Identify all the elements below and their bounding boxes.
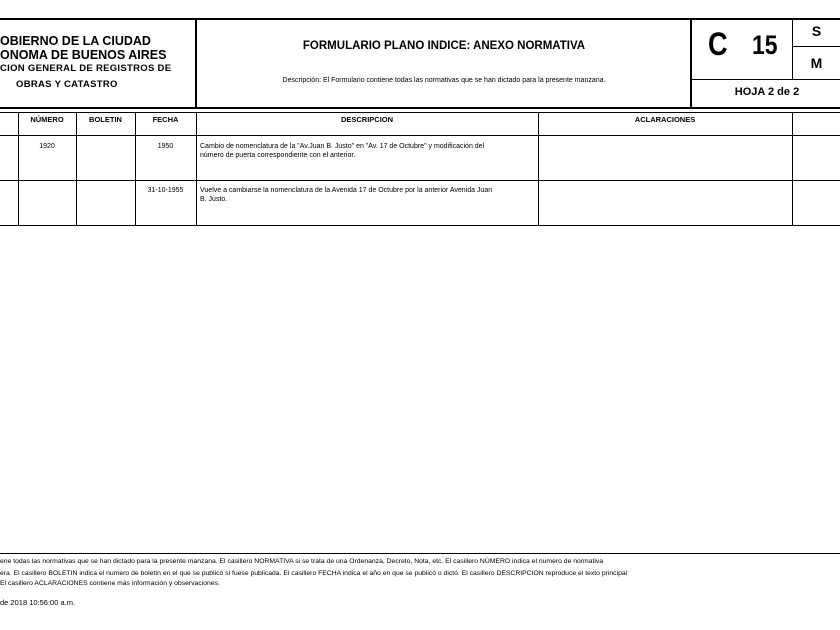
- header-divider-right: [690, 18, 692, 109]
- table-top-border: [0, 112, 840, 113]
- footer-note-line-2: era. El casillero BOLETIN indica el numero de boletín en el que se publicó si fuese publicada. El casillero FECHA indica el año en que se publicó o dictó. El casillero DESCRIPCION reproduce el texto principal: [0, 570, 628, 577]
- code-m: M: [810, 55, 823, 71]
- col-header-boletin: BOLETIN: [89, 115, 122, 124]
- footer-timestamp: de 2018 10:56:00 a.m.: [0, 598, 76, 607]
- cell-descripcion-line: Cambio de nomenclatura de la "Av.Juan B. Justo" en "Av. 17 de Octubre" y modificación del: [200, 143, 485, 150]
- col-line-3: [135, 112, 136, 226]
- code-sm-separator: [792, 46, 840, 47]
- cell-descripcion: [200, 186, 536, 204]
- code-letter: C: [708, 26, 728, 62]
- footer-note-line-3: El casillero ACLARACIONES contiene más información y observaciones.: [0, 580, 220, 587]
- footer-note-line-1: ene todas las normativas que se han dictado para la presente manzana. El casillero NORMATIVA si se trata de una Ordenanza, Decreto, Nota, etc. El casillero NÚMERO indica el numero de normativa: [0, 558, 604, 565]
- sheet-indicator: HOJA 2 de 2: [734, 86, 800, 98]
- col-line-1: [18, 112, 19, 226]
- col-header-numero: NÚMERO: [30, 115, 64, 124]
- code-number: 15: [752, 30, 778, 60]
- col-line-2: [76, 112, 77, 226]
- header-bottom-border: [0, 107, 840, 109]
- cell-fecha: 1950: [157, 143, 174, 150]
- org-line-2: ONOMA DE BUENOS AIRES: [0, 48, 167, 62]
- table-header-border: [0, 135, 840, 136]
- code-box-bottom: [691, 79, 840, 80]
- cell-descripcion-line: Vuelve a cambiarse la nomenclatura de la Avenida 17 de Octubre por la anterior Avenida Juan: [200, 187, 493, 194]
- table-bottom-border: [0, 225, 840, 226]
- col-line-5: [538, 112, 539, 226]
- cell-numero: 1920: [39, 143, 55, 150]
- cell-descripcion: [200, 142, 536, 160]
- col-header-descripcion: DESCRIPCION: [340, 115, 394, 124]
- cell-fecha: 31-10-1955: [147, 187, 184, 194]
- header-top-border: [0, 18, 840, 20]
- form-description: Descripción: El Formulario contiene todas las normativas que se han dictado para la presente manzana.: [282, 77, 606, 84]
- org-line-1: OBIERNO DE LA CIUDAD: [0, 34, 151, 48]
- header-divider-left: [195, 18, 197, 109]
- code-s: S: [811, 23, 822, 39]
- col-line-6: [792, 112, 793, 226]
- form-title: FORMULARIO PLANO INDICE: ANEXO NORMATIVA: [302, 40, 586, 52]
- org-line-3: CION GENERAL DE REGISTROS DE: [0, 63, 172, 74]
- col-header-fecha: FECHA: [152, 115, 179, 124]
- col-line-4: [196, 112, 197, 226]
- cell-descripcion-line: B. Justo.: [200, 196, 228, 203]
- org-line-4: OBRAS Y CATASTRO: [16, 79, 118, 90]
- col-header-aclaraciones: ACLARACIONES: [634, 115, 696, 124]
- cell-descripcion-line: número de puerta correspondiente con el anterior.: [200, 152, 356, 159]
- table-row-border: [0, 180, 840, 181]
- footer-separator: [0, 553, 840, 554]
